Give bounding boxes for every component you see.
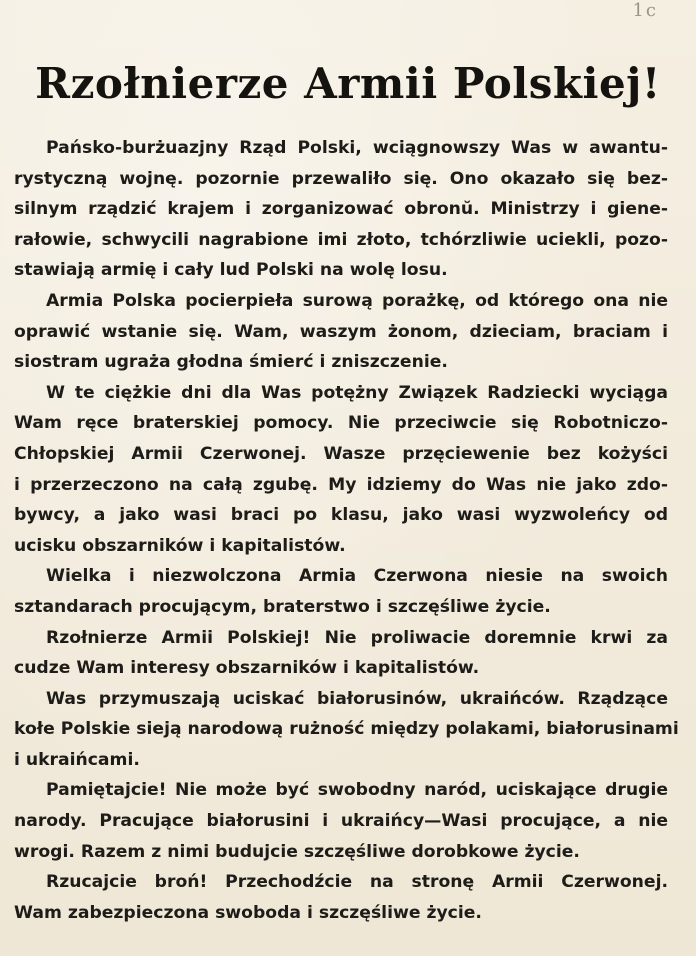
text-line: Rzołnierze Armii Polskiej! Nie proliwacie doremnie krwi za	[46, 627, 668, 648]
text-line: kołe Polskie sieją narodową rużność między polakami, białorusinami	[14, 719, 679, 740]
text-line: narody. Pracujące białorusini i ukraińcy—Wasi procujące, a nie	[14, 811, 668, 832]
text-line: sztandarach procującym, braterstwo i szczęśliwe życie.	[14, 596, 551, 617]
text-line: Wielka i niezwolczona Armia Czerwona niesie na swoich	[46, 566, 668, 587]
paragraph	[14, 867, 668, 928]
text-line: cudze Wam interesy obszarników i kapitalistów.	[14, 658, 480, 679]
text-line: Chłopskiej Armii Czerwonej. Wasze przęciewenie bez kożyści	[14, 443, 668, 464]
paragraph	[14, 133, 668, 286]
text-line: rałowie, schwycili nagrabione imi złoto, tchórzliwie uciekli, pozo-	[14, 229, 668, 250]
text-line: rystyczną wojnę. pozornie przewaliło się. Ono okazało się bez-	[14, 168, 668, 189]
leaflet-body	[14, 133, 679, 928]
paragraph	[14, 561, 668, 622]
text-line: wrogi. Razem z nimi budujcie szczęśliwe dorobkowe życie.	[14, 841, 580, 862]
text-line: stawiają armię i cały lud Polski na wolę losu.	[14, 260, 448, 281]
text-line: oprawić wstanie się. Wam, waszym żonom, dzieciam, braciam i	[14, 321, 668, 342]
leaflet-title: Rzołnierze Armii Polskiej!	[35, 59, 661, 108]
paragraph	[14, 684, 679, 776]
text-line: Pamiętajcie! Nie może być swobodny naród, uciskające drugie	[46, 780, 668, 801]
paragraph	[14, 623, 668, 684]
paragraph	[14, 378, 668, 562]
paragraph	[14, 286, 668, 378]
text-line: Rzucajcie broń! Przechodźcie na stronę Armii Czerwonej.	[46, 872, 668, 893]
text-line: i ukraińcami.	[14, 749, 140, 770]
text-line: W te ciężkie dni dla Was potężny Związek Radziecki wyciąga	[46, 382, 668, 403]
text-line: i przerzeczono na całą zgubę. My idziemy do Was nie jako zdo-	[14, 474, 668, 495]
text-line: siostram ugraża głodna śmierć i zniszczenie.	[14, 352, 448, 373]
text-line: Wam ręce braterskiej pomocy. Nie przeciwcie się Robotniczo-	[14, 413, 668, 434]
text-line: ucisku obszarników i kapitalistów.	[14, 535, 346, 556]
text-line: Was przymuszają uciskać białorusinów, ukraińców. Rządzące	[46, 688, 668, 709]
text-line: silnym rządzić krajem i zorganizować obronŭ. Ministrzy i giene-	[14, 199, 668, 220]
corner-mark: 1c	[632, 0, 658, 21]
paragraph	[14, 775, 668, 867]
text-line: Wam zabezpieczona swoboda i szczęśliwe życie.	[14, 902, 482, 923]
text-line: Armia Polska pocierpieła surową porażkę, od którego ona nie	[46, 290, 668, 311]
text-line: Pańsko-burżuazjny Rząd Polski, wciągnowszy Was w awantu-	[46, 138, 668, 158]
text-line: bywcy, a jako wasi braci po klasu, jako wasi wyzwoleńcy od	[14, 505, 668, 526]
